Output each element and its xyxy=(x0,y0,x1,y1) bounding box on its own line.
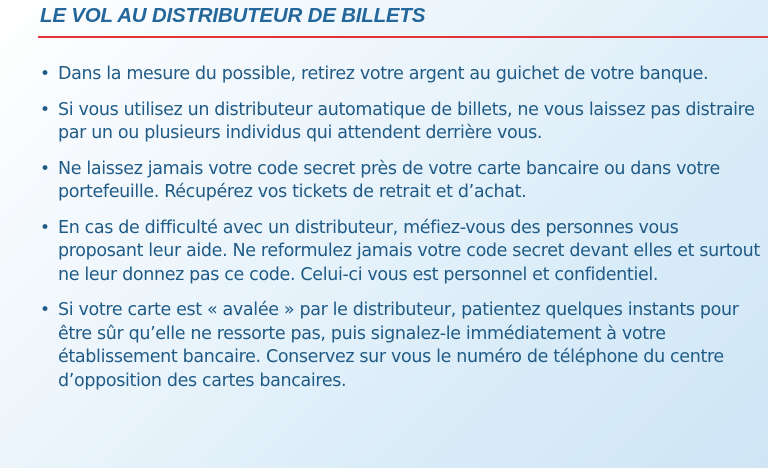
advice-list xyxy=(38,63,760,405)
list-item xyxy=(38,99,760,146)
list-item-text: Dans la mesure du possible, retirez votre argent au guichet de votre banque. xyxy=(58,64,709,84)
list-item-text: En cas de difficulté avec un distributeur, méfiez-vous des personnes vous proposant leur aide. Ne reformulez jamais votre code secret devant elles et surtout ne leur donnez pas ce code. Celui-ci vous est personnel et confidentiel. xyxy=(58,217,760,285)
section-title: LE VOL AU DISTRIBUTEUR DE BILLETS xyxy=(40,4,426,27)
list-item-text: Si votre carte est « avalée » par le distributeur, patientez quelques instants pour être sûr qu’elle ne ressorte pas, puis signalez-le immédiatement à votre établissement bancaire. Conservez sur vous le numéro de téléphone du centre d’opposition des cartes bancaires. xyxy=(58,300,739,391)
list-item-text: Ne laissez jamais votre code secret près de votre carte bancaire ou dans votre portefeuille. Récupérez vos tickets de retrait et d’achat. xyxy=(58,158,720,202)
bullet-icon: • xyxy=(40,217,50,238)
list-item xyxy=(38,217,760,288)
list-item-text: Si vous utilisez un distributeur automatique de billets, ne vous laissez pas distraire par un ou plusieurs individus qui attendent derrière vous. xyxy=(58,99,755,143)
list-item xyxy=(38,158,760,205)
list-item xyxy=(38,63,760,87)
list-item xyxy=(38,299,760,393)
title-divider xyxy=(38,36,768,38)
bullet-icon: • xyxy=(40,99,50,120)
bullet-icon: • xyxy=(40,300,50,320)
bullet-icon: • xyxy=(40,158,50,179)
bullet-icon: • xyxy=(40,64,50,84)
